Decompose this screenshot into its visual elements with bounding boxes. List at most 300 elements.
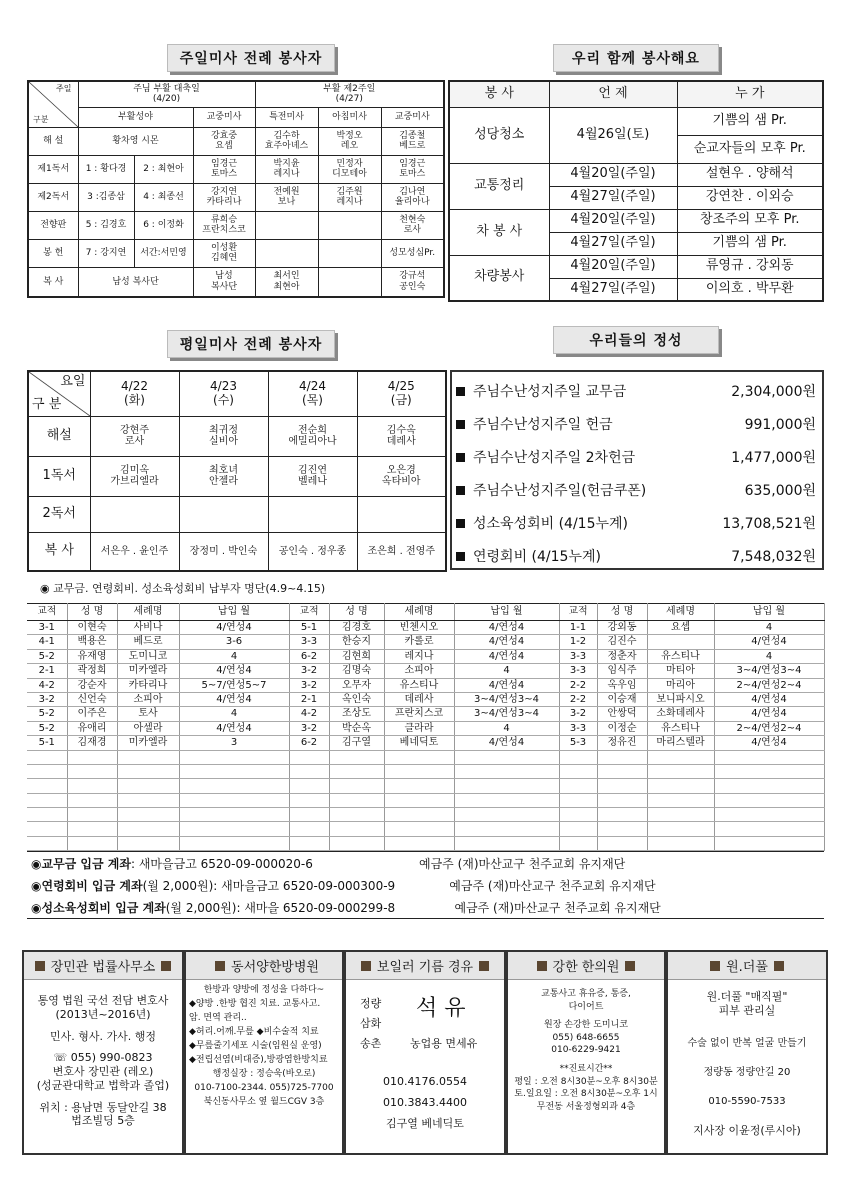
donor-cell: 5-2 [27, 721, 67, 735]
table-row [27, 678, 824, 692]
donor-cell: 정유진 [597, 736, 647, 750]
donor-cell [559, 822, 597, 836]
donor-cell: 2-2 [559, 692, 597, 706]
donor-cell: 2-2 [559, 678, 597, 692]
donor-cell: 백용은 [67, 635, 117, 649]
vol-person: 강연찬 . 이외승 [677, 186, 823, 209]
offering-row: 주님수난성지주일(헌금쿠폰) 635,000원 [452, 473, 822, 506]
donor-col-header: 교적 [27, 604, 67, 621]
donor-cell [179, 808, 289, 822]
row-label: 해설 [28, 416, 90, 456]
donor-cell: 4/연성4 [179, 692, 289, 706]
donor-cell: 정춘자 [597, 649, 647, 663]
donor-cell [27, 779, 67, 793]
donor-cell: 곽정희 [67, 664, 117, 678]
donor-cell [179, 779, 289, 793]
donor-cell [179, 836, 289, 850]
cell: 임경근 토마스 [193, 155, 255, 183]
donor-cell [67, 779, 117, 793]
square-icon [774, 961, 784, 971]
cell: 최호녀 안젤라 [179, 456, 268, 496]
donor-cell: 카롤로 [384, 635, 454, 649]
cell: 전순희 에밀리아나 [268, 416, 357, 456]
donor-cell [647, 635, 714, 649]
cell: 2 : 최현아 [134, 155, 193, 183]
donor-cell: 5-2 [27, 649, 67, 663]
donor-cell [384, 808, 454, 822]
donor-cell: 2~4/연성2~4 [714, 678, 824, 692]
cell: 황차영 시몬 [78, 127, 193, 155]
donor-cell: 1-1 [559, 621, 597, 635]
offerings-title: 우리들의 정성 [553, 326, 719, 354]
donor-cell: 요셉 [647, 621, 714, 635]
donor-cell [559, 808, 597, 822]
donor-cell: 6-2 [289, 736, 329, 750]
donor-cell: 이정순 [597, 721, 647, 735]
square-icon [710, 961, 720, 971]
donor-cell [329, 822, 384, 836]
square-icon [479, 961, 489, 971]
donor-cell: 오무자 [329, 678, 384, 692]
donor-cell: 베드로 [117, 635, 179, 649]
donor-cell: 3~4/연성3~4 [714, 664, 824, 678]
donor-cell [647, 822, 714, 836]
cell: 1 : 황다경 [78, 155, 134, 183]
row-label: 1독서 [28, 456, 90, 496]
corner-cell: 주일 구분 [28, 81, 78, 127]
donor-cell [27, 750, 67, 764]
donor-cell: 3~4/연성3~4 [454, 707, 559, 721]
ad-clinic: 강한 한의원 교통사고 휴유증, 통증, 다이어트 원장 손강한 도미니코 055) 648-6655 010-6229-9421 **진료시간** 평일 : 오전 8시30분~오후 8시30분 토.일요일 : 오전 8시30분~오후 1시 무전동 서울정형외과 4층 [506, 950, 666, 1155]
donor-cell [647, 764, 714, 778]
donor-cell: 3-6 [179, 635, 289, 649]
cell: 강지연 카타리나 [193, 183, 255, 211]
cell: 7 : 강지연 [78, 239, 134, 267]
donor-cell: 김경호 [329, 621, 384, 635]
donor-col-header: 세례명 [647, 604, 714, 621]
donor-cell [714, 793, 824, 807]
vol-date: 4월27일(주일) [549, 186, 677, 209]
donor-cell [714, 750, 824, 764]
table-row [27, 635, 824, 649]
donor-cell [27, 793, 67, 807]
square-icon [537, 961, 547, 971]
donor-cell: 데레사 [384, 692, 454, 706]
donor-cell [384, 764, 454, 778]
cell: 류희승 프란치스코 [193, 211, 255, 239]
vol-date: 4월20일(주일) [549, 163, 677, 186]
donor-cell [647, 779, 714, 793]
donor-cell [67, 822, 117, 836]
donor-cell [179, 822, 289, 836]
table-row [27, 764, 824, 778]
cell: 박정오 레오 [318, 127, 381, 155]
donor-cell [329, 750, 384, 764]
donor-cell [647, 750, 714, 764]
donor-col-header: 성 명 [67, 604, 117, 621]
donor-cell [117, 836, 179, 850]
donor-cell: 미카엘라 [117, 664, 179, 678]
vol-activity: 차량봉사 [449, 255, 549, 301]
donor-cell: 3-2 [289, 664, 329, 678]
row-label: 복 사 [28, 267, 78, 297]
donor-cell: 4/연성4 [714, 736, 824, 750]
table-row [27, 649, 824, 663]
donor-cell: 옥우임 [597, 678, 647, 692]
donor-cell [454, 808, 559, 822]
donor-cell [559, 764, 597, 778]
cell: 오은경 옥타비아 [357, 456, 446, 496]
donor-cell: 5-1 [289, 621, 329, 635]
donor-cell [179, 750, 289, 764]
donor-cell [329, 836, 384, 850]
cell: 강현주 로사 [90, 416, 179, 456]
row-label: 전향판 [28, 211, 78, 239]
donor-cell: 4/연성4 [454, 678, 559, 692]
col-header: 부활성야 [78, 107, 193, 127]
donor-cell: 강순자 [67, 678, 117, 692]
donor-cell [597, 808, 647, 822]
donor-cell [597, 836, 647, 850]
donor-cell: 마리아 [647, 678, 714, 692]
donor-cell [289, 836, 329, 850]
donor-cell [67, 793, 117, 807]
day-header: 4/23 (수) [179, 371, 268, 416]
square-icon [625, 961, 635, 971]
donor-cell: 보니파시오 [647, 692, 714, 706]
cell: 박지윤 레지나 [255, 155, 318, 183]
cell: 최귀정 실비아 [179, 416, 268, 456]
donor-cell [384, 822, 454, 836]
donor-cell: 베네딕토 [384, 736, 454, 750]
table-row [27, 822, 824, 836]
sunday-mass-title: 주일미사 전례 봉사자 [167, 44, 335, 72]
table-row [27, 779, 824, 793]
table-row [27, 692, 824, 706]
donor-col-header: 납입 월 [714, 604, 824, 621]
col-header: 특전미사 [255, 107, 318, 127]
donor-cell: 신언숙 [67, 692, 117, 706]
weekday-mass-title: 평일미사 전례 봉사자 [167, 330, 335, 358]
donor-cell: 유애리 [67, 721, 117, 735]
donor-cell [289, 808, 329, 822]
cell: 김수옥 데레사 [357, 416, 446, 456]
donor-cell [597, 793, 647, 807]
volunteer-title: 우리 함께 봉사해요 [553, 44, 719, 72]
donor-cell: 3-3 [559, 649, 597, 663]
row-label: 복 사 [28, 532, 90, 571]
donor-col-header: 성 명 [597, 604, 647, 621]
vol-date: 4월20일(주일) [549, 209, 677, 232]
donor-cell [329, 808, 384, 822]
weekday-mass-table [27, 370, 447, 572]
cell [318, 239, 381, 267]
cell: 민정자 디모테아 [318, 155, 381, 183]
donor-cell: 김명숙 [329, 664, 384, 678]
donor-cell: 마티아 [647, 664, 714, 678]
vol-date: 4월27일(주일) [549, 278, 677, 301]
vol-header: 언 제 [549, 81, 677, 107]
bullet-icon [456, 453, 465, 462]
donor-cell: 4/연성4 [714, 635, 824, 649]
donor-cell: 4 [179, 707, 289, 721]
account-row: ◉연령회비 입금 계좌 (월 2,000원) : 새마을금고 6520-09-000300-9 예금주 (재)마산교구 천주교회 유지재단 [31, 878, 656, 893]
col-header: 아침미사 [318, 107, 381, 127]
cell: 전예원 보나 [255, 183, 318, 211]
vol-header: 봉 사 [449, 81, 549, 107]
corner-cell: 요일 구 분 [28, 371, 90, 416]
donor-cell: 이주은 [67, 707, 117, 721]
col-header: 교중미사 [381, 107, 444, 127]
donor-cell [179, 764, 289, 778]
bullet-icon [456, 519, 465, 528]
donor-col-header: 납입 월 [179, 604, 289, 621]
vol-header: 누 가 [677, 81, 823, 107]
square-icon [215, 961, 225, 971]
cell: 성모성심Pr. [381, 239, 444, 267]
donor-cell [454, 750, 559, 764]
donor-col-header: 세례명 [117, 604, 179, 621]
table-row [27, 664, 824, 678]
donor-cell [179, 793, 289, 807]
cell [255, 211, 318, 239]
table-row [27, 736, 824, 750]
donor-cell [559, 836, 597, 850]
donor-cell [647, 808, 714, 822]
donor-cell [289, 764, 329, 778]
donor-cell: 4-2 [289, 707, 329, 721]
donor-cell: 미카엘라 [117, 736, 179, 750]
donor-cell [117, 779, 179, 793]
cell [90, 496, 179, 532]
volunteer-table [448, 80, 824, 302]
donor-cell: 4/연성4 [179, 721, 289, 735]
cell: 김종철 베드로 [381, 127, 444, 155]
row-label: 제1독서 [28, 155, 78, 183]
donor-cell [117, 764, 179, 778]
donor-cell [329, 779, 384, 793]
donor-cell [647, 793, 714, 807]
cell [318, 267, 381, 297]
donor-cell: 6-2 [289, 649, 329, 663]
donor-cell: 도미니코 [117, 649, 179, 663]
day-header: 4/22 (화) [90, 371, 179, 416]
donor-cell: 3 [179, 736, 289, 750]
cell: 3 :김종삼 [78, 183, 134, 211]
donor-cell: 3-2 [289, 721, 329, 735]
donor-cell: 4 [179, 649, 289, 663]
donor-cell: 유스티나 [384, 678, 454, 692]
bullet-icon [456, 486, 465, 495]
donor-cell: 빈첸시오 [384, 621, 454, 635]
donor-cell [117, 750, 179, 764]
donor-cell [329, 764, 384, 778]
donor-cell: 3-1 [27, 621, 67, 635]
donor-cell: 소화데레사 [647, 707, 714, 721]
donor-cell: 3-2 [559, 707, 597, 721]
donor-cell: 김재경 [67, 736, 117, 750]
donor-cell: 레지나 [384, 649, 454, 663]
donor-cell: 4 [714, 621, 824, 635]
cell: 장정미 . 박인숙 [179, 532, 268, 571]
donor-cell [27, 764, 67, 778]
donor-cell [67, 750, 117, 764]
vol-activity: 교통정리 [449, 163, 549, 209]
table-row [27, 808, 824, 822]
donor-cell: 한승지 [329, 635, 384, 649]
ad-fuel: 보일러 기름 경유 정량 삼화 송촌 석 유 농업용 면세유 010.4176.0554 010.3843.4400 김구열 베네딕토 [344, 950, 506, 1155]
donor-col-header: 세례명 [384, 604, 454, 621]
donor-cell: 유스티나 [647, 649, 714, 663]
donor-cell: 클라라 [384, 721, 454, 735]
square-icon [35, 961, 45, 971]
vol-person: 순교자들의 모후 Pr. [677, 135, 823, 163]
cell: 5 : 김경호 [78, 211, 134, 239]
donor-cell: 5-3 [559, 736, 597, 750]
donor-col-header: 교적 [559, 604, 597, 621]
donor-cell: 4 [454, 721, 559, 735]
donor-cell [289, 750, 329, 764]
donor-cell: 2~4/연성2~4 [714, 721, 824, 735]
donor-cell [454, 836, 559, 850]
vol-date: 4월27일(주일) [549, 232, 677, 255]
donor-cell [117, 822, 179, 836]
cell: 4 : 최종선 [134, 183, 193, 211]
table-row [27, 721, 824, 735]
donor-cell: 안쌍덕 [597, 707, 647, 721]
cell: 김미옥 가브리엘라 [90, 456, 179, 496]
donor-cell: 소피아 [384, 664, 454, 678]
donor-cell: 2-1 [289, 692, 329, 706]
donor-cell: 4/연성4 [714, 692, 824, 706]
donor-cell [714, 808, 824, 822]
donor-cell [117, 793, 179, 807]
account-row: ◉교무금 입금 계좌 : 새마을금고 6520-09-000020-6 예금주 (재)마산교구 천주교회 유지재단 [31, 856, 626, 871]
row-label: 봉 헌 [28, 239, 78, 267]
donor-cell: 박순옥 [329, 721, 384, 735]
donor-col-header: 납입 월 [454, 604, 559, 621]
donor-cell [714, 836, 824, 850]
bullet-icon [456, 387, 465, 396]
donor-cell: 4/연성4 [714, 707, 824, 721]
donor-cell: 아셀라 [117, 721, 179, 735]
cell: 김진연 벨레나 [268, 456, 357, 496]
donor-cell: 4/연성4 [179, 621, 289, 635]
donor-cell: 5-2 [27, 707, 67, 721]
donor-cell: 토사 [117, 707, 179, 721]
cell: 조은희 . 전영주 [357, 532, 446, 571]
vol-activity: 차 봉 사 [449, 209, 549, 255]
day-header: 4/25 (금) [357, 371, 446, 416]
donor-cell: 4/연성4 [454, 736, 559, 750]
donor-cell [67, 808, 117, 822]
donor-cell [67, 764, 117, 778]
donor-cell: 프란치스코 [384, 707, 454, 721]
donors-table [27, 603, 825, 851]
cell: 김나연 율리아나 [381, 183, 444, 211]
square-icon [361, 961, 371, 971]
col-header: 교중미사 [193, 107, 255, 127]
cell: 이성환 김혜연 [193, 239, 255, 267]
donor-cell: 4 [454, 664, 559, 678]
table-row [27, 621, 824, 635]
week1-header: 주님 부활 대축일 (4/20) [78, 81, 255, 107]
donor-cell: 옥인숙 [329, 692, 384, 706]
cell: 김수하 효주아녜스 [255, 127, 318, 155]
donor-cell: 유스티나 [647, 721, 714, 735]
account-row: ◉성소육성회비 입금 계좌 (월 2,000원) : 새마을 6520-09-000299-8 예금주 (재)마산교구 천주교회 유지재단 [31, 900, 661, 915]
week2-header: 부활 제2주일 (4/27) [255, 81, 444, 107]
donor-cell [597, 764, 647, 778]
donor-cell [559, 779, 597, 793]
donor-cell [559, 793, 597, 807]
table-row [27, 750, 824, 764]
donor-cell: 4/연성4 [454, 621, 559, 635]
donor-cell [329, 793, 384, 807]
donor-cell [384, 779, 454, 793]
donor-cell: 소피아 [117, 692, 179, 706]
offering-row: 주님수난성지주일 2차헌금 1,477,000원 [452, 440, 822, 473]
vol-person: 창조주의 모후 Pr. [677, 209, 823, 232]
vol-activity: 성당청소 [449, 107, 549, 163]
ad-hospital: 동서양한방병원 한방과 양방에 정성을 다하다~ ◆양방 .한방 협진 치료. 교통사고. 암. 면역 관리.. ◆허리.어깨.무릎 ◆비수술적 치료 ◆무릎줄기세포 시술(임원실 운영) ◆전립선염(비대증),방광염한방치료 행정실장 : 정승욱(바오로) 010-7100-2344. 055)725-7700 북신동사무소 옆 월드CGV 3층 [184, 950, 344, 1155]
vol-person: 설현우 . 양해석 [677, 163, 823, 186]
donor-cell [289, 779, 329, 793]
donor-cell: 4 [714, 649, 824, 663]
donor-cell: 4-2 [27, 678, 67, 692]
row-label: 해 설 [28, 127, 78, 155]
donor-cell [714, 779, 824, 793]
donor-cell: 5-1 [27, 736, 67, 750]
donor-cell: 이현숙 [67, 621, 117, 635]
donor-cell: 마리스텔라 [647, 736, 714, 750]
donor-cell [289, 822, 329, 836]
donor-cell: 조상도 [329, 707, 384, 721]
donor-cell: 3~4/연성3~4 [454, 692, 559, 706]
donor-cell [647, 836, 714, 850]
donor-cell [714, 764, 824, 778]
donor-cell: 3-3 [289, 635, 329, 649]
donor-cell: 김현희 [329, 649, 384, 663]
vol-date: 4월20일(주일) [549, 255, 677, 278]
donor-cell [559, 750, 597, 764]
donor-cell [714, 822, 824, 836]
bullet-icon [456, 420, 465, 429]
donor-cell: 김구열 [329, 736, 384, 750]
cell: 6 : 이정화 [134, 211, 193, 239]
vol-date: 4월26일(토) [549, 107, 677, 163]
donor-cell: 이승재 [597, 692, 647, 706]
table-row [27, 793, 824, 807]
ad-law-office: 장민관 법률사무소 통영 법원 국선 전담 변호사 (2013년~2016년) 민사. 형사. 가사. 행정 ☏ 055) 990-0823 변호사 장민관 (레오) (성균관대학교 법학과 졸업) 위치 : 용남면 동달안길 38 법조빌딩 5층 [22, 950, 184, 1155]
vol-person: 류영규 . 강외동 [677, 255, 823, 278]
day-header: 4/24 (목) [268, 371, 357, 416]
donor-cell: 4/연성4 [454, 635, 559, 649]
offerings-box [450, 370, 824, 570]
donor-cell [597, 750, 647, 764]
donor-cell: 카타리나 [117, 678, 179, 692]
donor-cell: 3-3 [559, 664, 597, 678]
donor-cell: 3-3 [559, 721, 597, 735]
offering-row: 주님수난성지주일 교무금 2,304,000원 [452, 374, 822, 407]
donor-cell [27, 808, 67, 822]
ad-skincare: 원.더풀 원.더풀 "매직필" 피부 관리실 수술 없이 반복 얼굴 만들기 정량동 정량안길 20 010-5590-7533 지사장 이윤정(루시아) [666, 950, 828, 1155]
vol-person: 기쁨의 샘 Pr. [677, 107, 823, 135]
table-row [27, 836, 824, 850]
row-label: 제2독서 [28, 183, 78, 211]
donor-cell [384, 836, 454, 850]
cell: 남성 복사단 [78, 267, 193, 297]
